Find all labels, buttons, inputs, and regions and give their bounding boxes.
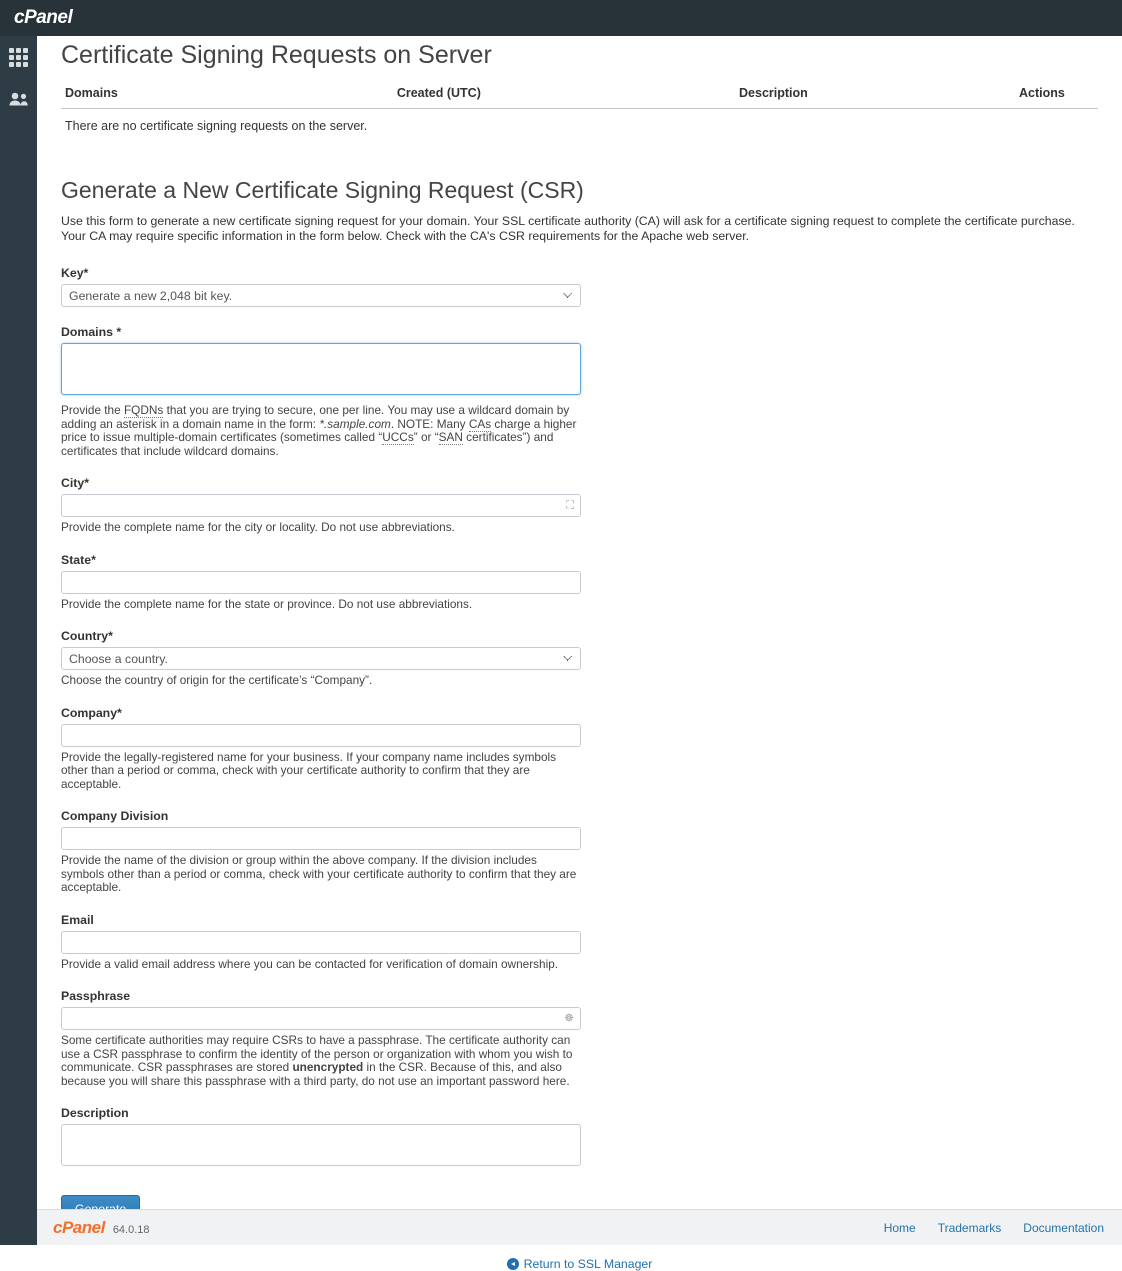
company-division-input[interactable] (61, 827, 581, 850)
field-key (61, 266, 581, 307)
column-header-actions: Actions (1015, 82, 1098, 109)
label-domains: Domains * (61, 325, 122, 339)
footer (37, 1209, 1122, 1245)
footer-link-documentation[interactable]: Documentation (1023, 1220, 1104, 1235)
field-email (61, 913, 581, 972)
return-link-label: Return to SSL Manager (523, 1257, 653, 1271)
domains-textarea[interactable] (61, 343, 581, 395)
footer-link-trademarks[interactable]: Trademarks (937, 1220, 1002, 1235)
footer-version: 64.0.18 (112, 1223, 150, 1236)
help-domains (61, 404, 583, 458)
csr-table (61, 82, 1098, 137)
field-company-division (61, 809, 581, 895)
help-domains-fqdns: FQDNs (123, 403, 164, 417)
label-description: Description (61, 1106, 129, 1120)
help-domains-san: SAN (438, 430, 463, 444)
section-title-generate-csr: Generate a New Certificate Signing Request (CSR) (61, 177, 584, 203)
country-select[interactable] (61, 647, 581, 670)
help-passphrase-part1: Some certificate authorities may require CSRs to have a passphrase. The certificate authority can use a CSR passphrase to confirm the identity of the person or organization with whom you wish to communicate. CSR passphrases are stored (61, 1033, 573, 1074)
help-company-division: Provide the name of the division or group within the above company. If the division includes symbols other than a period or comma, check with your certificate authority to confirm that they are acceptable. (61, 853, 577, 894)
help-domains-part2: that you are trying to secure, one per line. You may use a wildcard domain by adding an asterisk in a domain name in the form: (61, 403, 570, 431)
help-domains-part1: Provide the (61, 403, 124, 417)
passphrase-input-wrapper (61, 1007, 581, 1030)
footer-branding (53, 1218, 150, 1238)
help-domains-cas: CAs (468, 416, 492, 431)
help-domains-part4: charge a higher price to issue multiple-domain certificates (sometimes called “ (61, 416, 577, 444)
label-passphrase: Passphrase (61, 989, 131, 1003)
footer-link-home[interactable]: Home (883, 1220, 916, 1235)
help-passphrase-part2: in the CSR. Because of this, and also because you will share this passphrase with a third party, do not use an important password here. (61, 1060, 570, 1088)
state-input[interactable] (61, 571, 581, 594)
column-header-domains: Domains (61, 82, 393, 109)
field-description (61, 1106, 581, 1171)
field-company (61, 706, 581, 792)
email-input[interactable] (61, 931, 581, 954)
top-bar (0, 0, 1122, 36)
user-manager-icon (8, 91, 30, 107)
help-company: Provide the legally-registered name for your business. If your company name includes symbols other than a period or comma, check with your certificate authority to confirm that they are acceptable. (61, 749, 557, 791)
company-input[interactable] (61, 724, 581, 747)
city-input-wrapper (61, 494, 581, 517)
empty-state-message: There are no certificate signing requests on the server. (65, 119, 368, 133)
label-state: State* (61, 552, 96, 567)
label-company-division: Company Division (61, 809, 169, 823)
label-email: Email (61, 912, 94, 927)
field-domains (61, 325, 581, 458)
help-domains-sample: *.sample.com (319, 416, 391, 431)
field-city (61, 476, 581, 535)
help-email: Provide a valid email address where you can be contacted for verification of domain ownership. (61, 956, 559, 971)
passphrase-input[interactable] (61, 1007, 581, 1030)
help-city: Provide the complete name for the city or locality. Do not use abbreviations. (61, 520, 455, 534)
field-country (61, 629, 581, 688)
table-header-row (61, 82, 1098, 109)
label-company: Company* (61, 705, 122, 720)
city-building-icon: ⛶ (566, 499, 574, 511)
return-to-ssl-manager-link[interactable] (507, 1257, 653, 1271)
footer-cpanel-logo: cPanel (53, 1217, 105, 1237)
field-state (61, 553, 581, 612)
help-state: Provide the complete name for the state or province. Do not use abbreviations. (61, 596, 473, 611)
help-passphrase (61, 1034, 583, 1088)
cpanel-logo: cPanel (14, 7, 73, 28)
return-link-container (49, 1257, 1110, 1271)
main-content (37, 36, 1122, 1271)
left-sidebar (0, 36, 37, 1245)
city-input[interactable] (61, 494, 581, 517)
footer-links (884, 1221, 1104, 1235)
sidebar-item-user-manager[interactable] (0, 78, 37, 120)
help-domains-part6: certificates”) and certificates that include wildcard domains. (61, 430, 554, 458)
back-arrow-icon (507, 1258, 519, 1270)
help-country: Choose the country of origin for the certificate’s “Company”. (61, 673, 373, 687)
csr-form (61, 266, 1110, 1223)
help-domains-part5: ” or “ (413, 430, 439, 444)
help-domains-part3: . NOTE: Many (390, 416, 469, 431)
label-country: Country* (61, 629, 113, 643)
key-generate-icon[interactable]: ☸ (564, 1012, 574, 1024)
help-domains-uccs: UCCs (382, 430, 414, 444)
page-title: Certificate Signing Requests on Server (61, 41, 492, 69)
column-header-created: Created (UTC) (393, 82, 735, 109)
help-passphrase-bold: unencrypted (292, 1060, 364, 1074)
key-select[interactable] (61, 284, 581, 307)
table-empty-row (61, 109, 1098, 138)
description-textarea[interactable] (61, 1124, 581, 1166)
sidebar-item-apps[interactable] (0, 36, 37, 78)
field-passphrase (61, 989, 581, 1088)
label-key: Key* (61, 266, 89, 280)
section-intro-text: Use this form to generate a new certificate signing request for your domain. Your SSL certificate authority (CA) will ask for a certificate signing request to complete the certificate purchase. Your CA may require specific information in the form below. Check with the CA's CSR requirements for the Apache web server. (61, 214, 1075, 243)
column-header-description: Description (735, 82, 1015, 109)
apps-grid-icon (9, 48, 28, 67)
label-city: City* (61, 476, 90, 490)
